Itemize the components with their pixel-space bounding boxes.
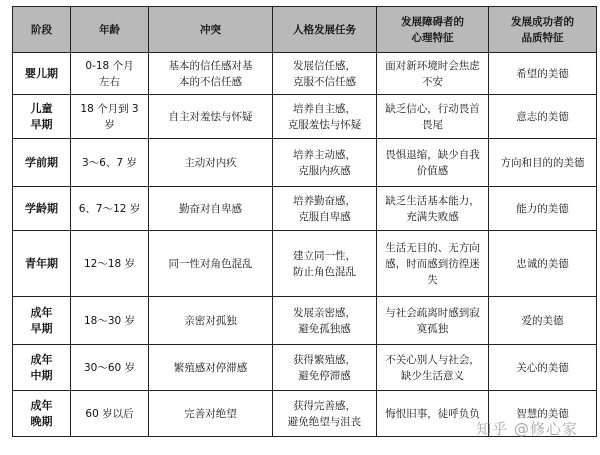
age-cell: 18～30 岁 [71, 297, 149, 345]
header-task: 人格发展任务 [273, 7, 377, 53]
conflict-cell: 亲密对孤独 [149, 297, 273, 345]
age-cell: 12～18 岁 [71, 231, 149, 297]
success-cell: 爱的美德 [489, 297, 597, 345]
stage-cell: 青年期 [13, 231, 71, 297]
success-cell: 能力的美德 [489, 187, 597, 231]
age-cell: 18 个月到 3 岁 [71, 95, 149, 139]
success-cell: 希望的美德 [489, 53, 597, 95]
stage-cell: 成年 中期 [13, 345, 71, 391]
conflict-cell: 基本的信任感对基 本的不信任感 [149, 53, 273, 95]
obstacle-cell: 生活无目的、无方向 感，时而感到彷徨迷 失 [377, 231, 489, 297]
age-cell: 3～6、7 岁 [71, 139, 149, 187]
table-row [13, 345, 597, 391]
table-header-row [13, 7, 597, 53]
age-cell: 30～60 岁 [71, 345, 149, 391]
conflict-cell: 自主对羞怯与怀疑 [149, 95, 273, 139]
success-cell: 忠诚的美德 [489, 231, 597, 297]
stage-cell: 婴儿期 [13, 53, 71, 95]
table-row [13, 53, 597, 95]
header-stage: 阶段 [13, 7, 71, 53]
obstacle-cell: 面对新环境时会焦虑 不安 [377, 53, 489, 95]
stage-cell: 儿童 早期 [13, 95, 71, 139]
conflict-cell: 同一性对角色混乱 [149, 231, 273, 297]
header-conflict: 冲突 [149, 7, 273, 53]
table-row [13, 231, 597, 297]
success-cell: 关心的美德 [489, 345, 597, 391]
conflict-cell: 完善对绝望 [149, 391, 273, 437]
obstacle-cell: 悔恨旧事，徒呼负负 [377, 391, 489, 437]
conflict-cell: 勤奋对自卑感 [149, 187, 273, 231]
stage-cell: 成年 早期 [13, 297, 71, 345]
stage-cell: 成年 晚期 [13, 391, 71, 437]
erikson-stages-table [12, 6, 597, 437]
age-cell: 6、7～12 岁 [71, 187, 149, 231]
task-cell: 培养主动感， 克服内疚感 [273, 139, 377, 187]
obstacle-cell: 缺乏生活基本能力， 充满失败感 [377, 187, 489, 231]
obstacle-cell: 与社会疏离时感到寂 寞孤独 [377, 297, 489, 345]
table-row [13, 139, 597, 187]
age-cell: 0-18 个月 左右 [71, 53, 149, 95]
obstacle-cell: 不关心别人与社会， 缺少生活意义 [377, 345, 489, 391]
stage-cell: 学前期 [13, 139, 71, 187]
task-cell: 获得完善感， 避免绝望与沮丧 [273, 391, 377, 437]
obstacle-cell: 畏惧退缩，缺少自我 价值感 [377, 139, 489, 187]
stage-cell: 学龄期 [13, 187, 71, 231]
table-row [13, 187, 597, 231]
table-row [13, 297, 597, 345]
task-cell: 发展信任感， 克服不信任感 [273, 53, 377, 95]
task-cell: 培养自主感， 克服羞怯与怀疑 [273, 95, 377, 139]
table-row [13, 95, 597, 139]
age-cell: 60 岁以后 [71, 391, 149, 437]
task-cell: 培养勤奋感， 克服自卑感 [273, 187, 377, 231]
success-cell: 方向和目的的美德 [489, 139, 597, 187]
header-age: 年龄 [71, 7, 149, 53]
task-cell: 获得繁殖感， 避免停滞感 [273, 345, 377, 391]
header-obstacle-traits: 发展障碍者的 心理特征 [377, 7, 489, 53]
conflict-cell: 繁殖感对停滞感 [149, 345, 273, 391]
task-cell: 建立同一性， 防止角色混乱 [273, 231, 377, 297]
success-cell: 智慧的美德 [489, 391, 597, 437]
header-success-traits: 发展成功者的 品质特征 [489, 7, 597, 53]
conflict-cell: 主动对内疚 [149, 139, 273, 187]
zhihu-watermark: 知乎 @修心家 [476, 420, 578, 438]
task-cell: 发展亲密感， 避免孤独感 [273, 297, 377, 345]
obstacle-cell: 缺乏信心，行动畏首 畏尾 [377, 95, 489, 139]
success-cell: 意志的美德 [489, 95, 597, 139]
